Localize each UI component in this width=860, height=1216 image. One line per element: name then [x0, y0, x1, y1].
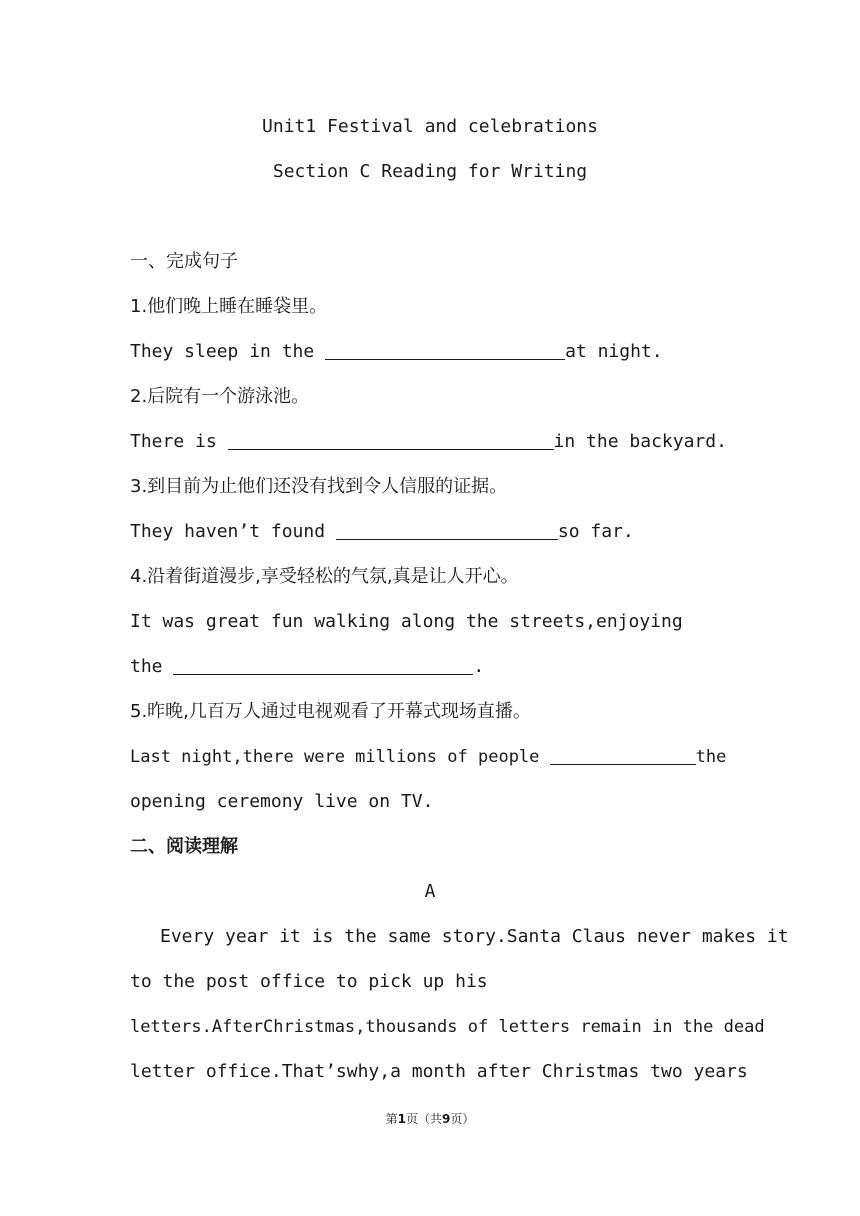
- item3-text-before: They haven’t found: [130, 521, 336, 542]
- item4-text-after: .: [473, 656, 485, 677]
- part2-heading: 二、阅读理解: [130, 836, 238, 857]
- item4-text-before: the: [130, 656, 174, 677]
- item1-english: [130, 340, 730, 364]
- item4-chinese: 4.沿着街道漫步,享受轻松的气氛,真是让人开心。: [130, 566, 519, 587]
- item4-english-line1: It was great fun walking along the streets,enjoying: [130, 611, 683, 632]
- item3-chinese: 3.到目前为止他们还没有找到令人信服的证据。: [130, 476, 508, 497]
- footer-middle: 页（共: [405, 1112, 442, 1126]
- item3-blank[interactable]: [336, 521, 558, 540]
- item5-text-before: Last night,there were millions of people: [130, 747, 550, 767]
- passage-line-4: letter office.That’swhy,a month after Christmas two years: [130, 1061, 748, 1082]
- item5-chinese: 5.昨晚,几百万人通过电视观看了开幕式现场直播。: [130, 701, 531, 722]
- passage-label: A: [424, 881, 436, 902]
- footer-suffix: 页）: [450, 1112, 475, 1126]
- footer-prefix: 第: [385, 1112, 398, 1126]
- item4-blank[interactable]: [173, 656, 473, 675]
- item2-text-before: There is: [130, 431, 228, 452]
- passage-line-3: letters.AfterChristmas,thousands of letters remain in the dead: [130, 1017, 765, 1037]
- document-title: Unit1 Festival and celebrations: [262, 116, 598, 137]
- item5-english-line2: opening ceremony live on TV.: [130, 791, 434, 812]
- page-footer: [0, 1110, 860, 1127]
- passage-line-1: Every year it is the same story.Santa Claus never makes it: [160, 926, 789, 947]
- item4-english-line2: [130, 655, 730, 679]
- footer-page-number: 1: [397, 1112, 406, 1126]
- item5-text-after: the: [695, 747, 727, 767]
- item5-english-line1: [130, 745, 730, 769]
- part1-heading: 一、完成句子: [130, 251, 238, 272]
- footer-total-pages: 9: [442, 1112, 451, 1126]
- item1-text-after: at night.: [565, 341, 663, 362]
- item3-text-after: so far.: [557, 521, 634, 542]
- item2-blank[interactable]: [228, 431, 554, 450]
- item1-blank[interactable]: [325, 341, 565, 360]
- item2-english: [130, 430, 730, 454]
- item2-text-after: in the backyard.: [553, 431, 727, 452]
- passage-line-2: to the post office to pick up his: [130, 971, 488, 992]
- document-subtitle: Section C Reading for Writing: [272, 161, 588, 182]
- item2-chinese: 2.后院有一个游泳池。: [130, 386, 310, 407]
- item1-chinese: 1.他们晚上睡在睡袋里。: [130, 296, 328, 317]
- item5-blank[interactable]: [550, 746, 696, 765]
- item3-english: [130, 520, 730, 544]
- item1-text-before: They sleep in the: [130, 341, 326, 362]
